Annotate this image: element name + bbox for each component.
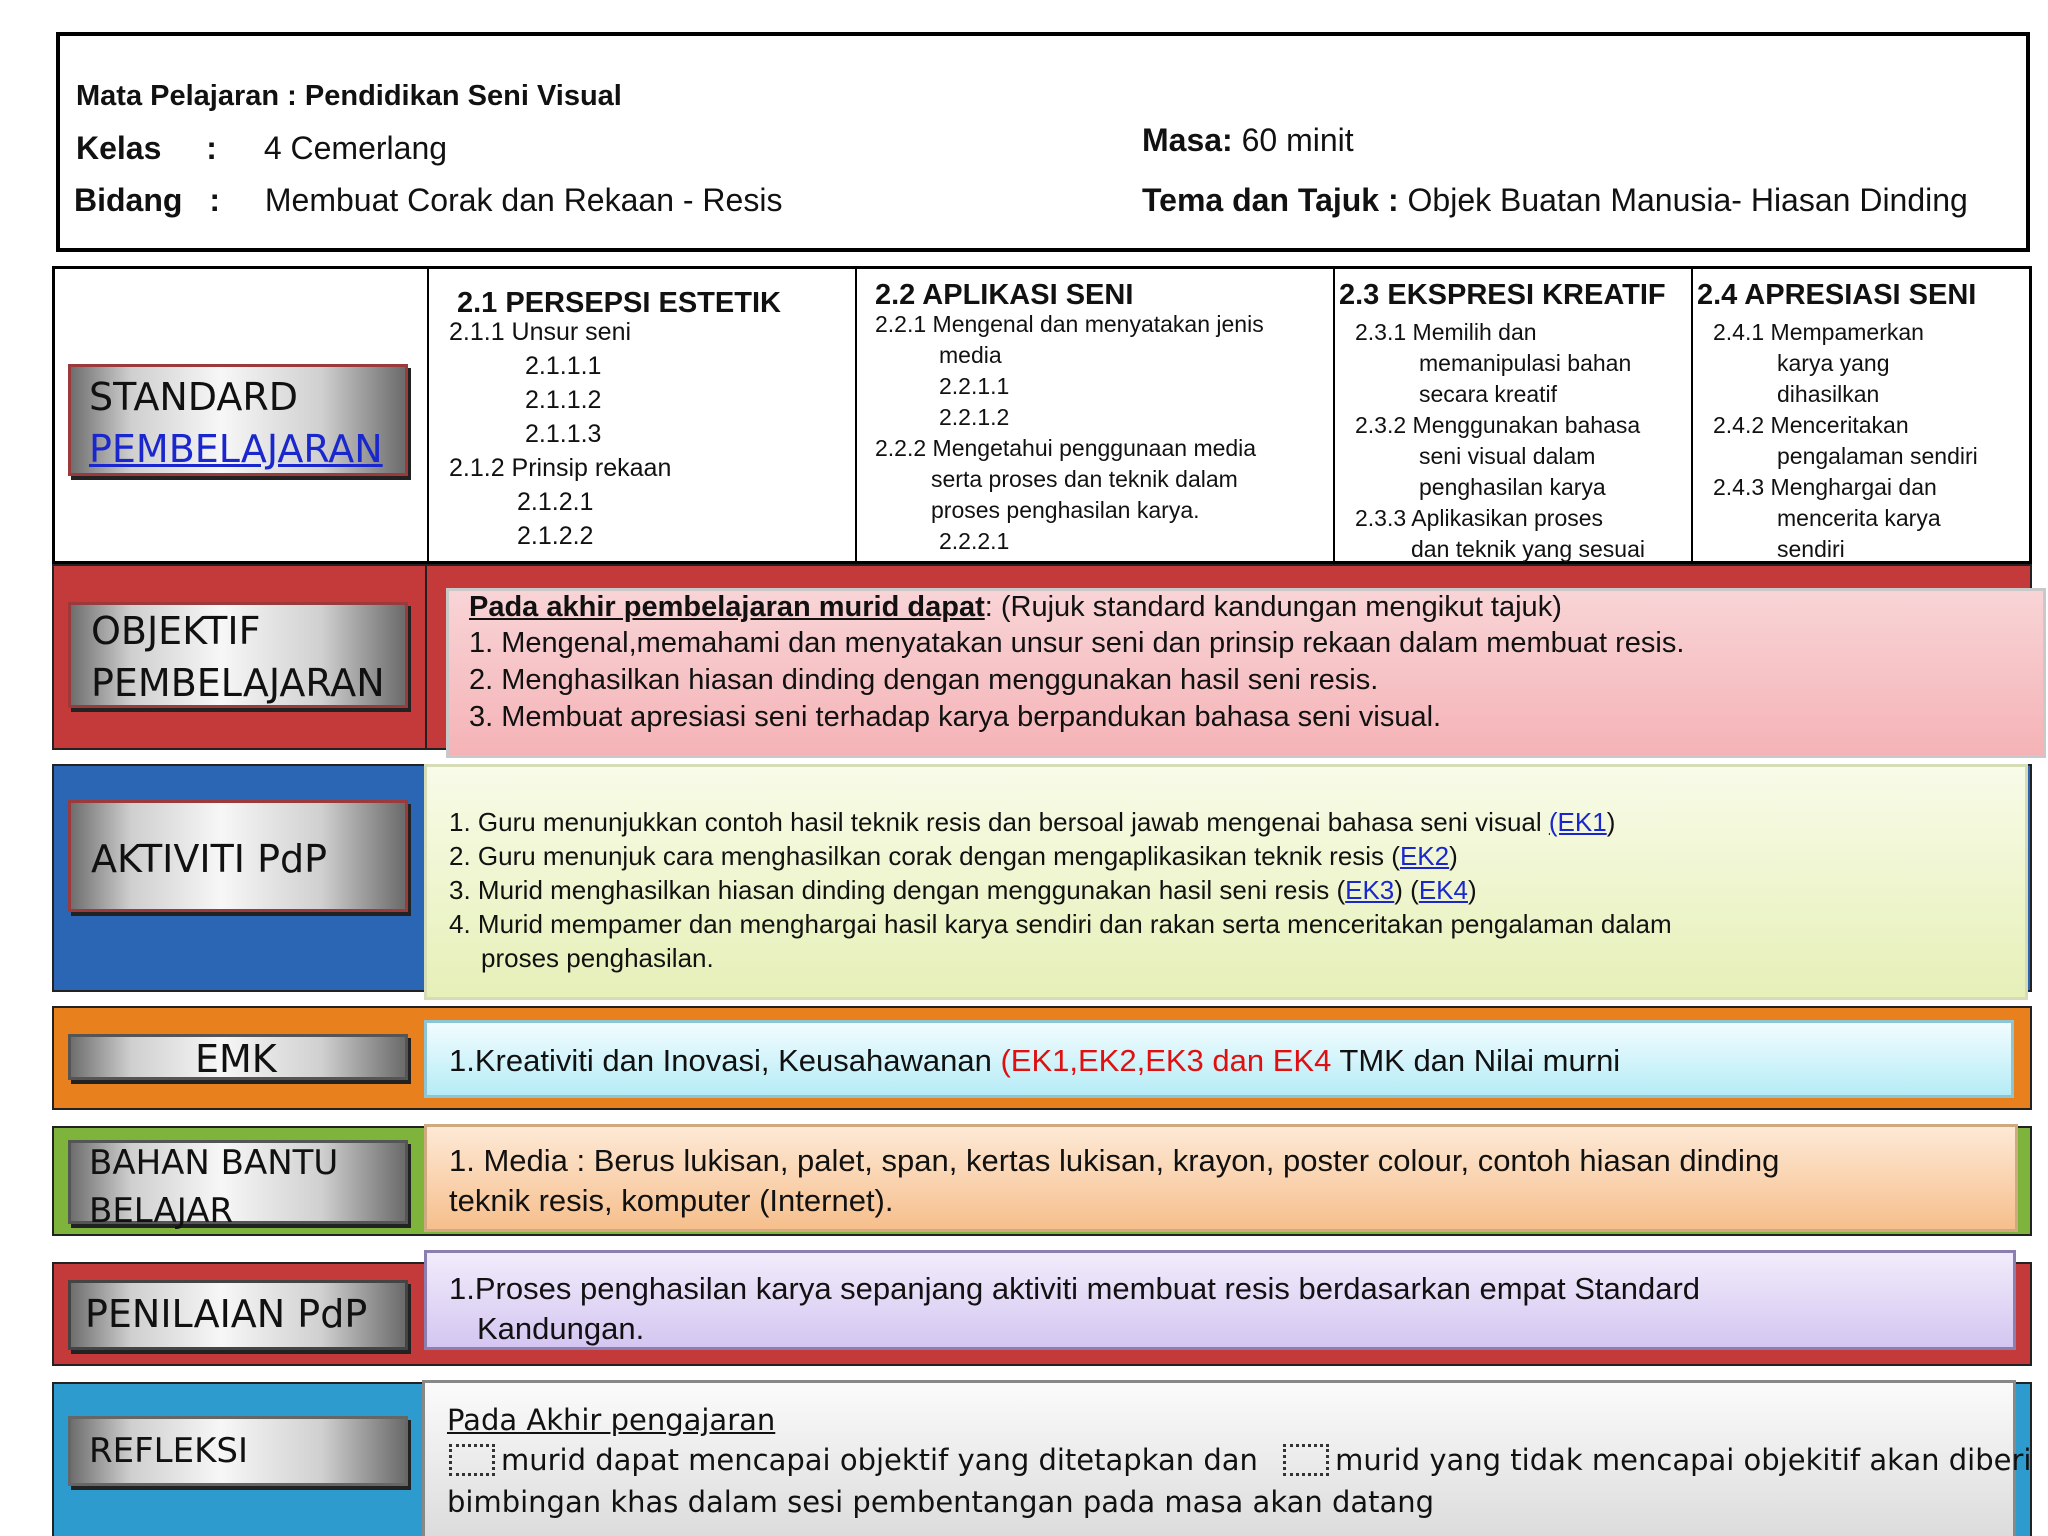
not-achieved-checkbox[interactable] (1283, 1444, 1329, 1476)
col-title: 2.4 APRESIASI SENI (1697, 279, 1977, 311)
col-item: serta proses dan teknik dalam (931, 466, 1238, 492)
aktiviti-item-2-text: 2. Guru menunjuk cara menghasilkan corak dengan mengaplikasikan teknik resis ( (449, 841, 1400, 871)
col-item: 2.1.2 Prinsip rekaan (449, 454, 672, 482)
class-label: Kelas (76, 130, 162, 166)
subject-line (76, 80, 622, 113)
header-box (56, 32, 2030, 252)
col-item: 2.2.1.2 (939, 404, 1010, 430)
standard-label-line2[interactable]: PEMBELAJARAN (89, 427, 383, 471)
col-item: 2.1.1.2 (525, 386, 602, 414)
penilaian-line1: 1.Proses penghasilan karya sepanjang aktiviti membuat resis berdasarkan empat Standard (449, 1271, 1701, 1306)
emk-content-box (424, 1020, 2014, 1098)
aktiviti-item-4: 4. Murid mempamer dan menghargai hasil karya sendiri dan rakan serta menceritakan pengalaman dalam (449, 909, 1672, 939)
aktiviti-item-4-cont: proses penghasilan. (481, 943, 714, 973)
standard-col-persepsi (427, 269, 855, 561)
col-item: media (939, 342, 1002, 368)
col-item: 2.1.1.3 (525, 420, 602, 448)
achieved-checkbox[interactable] (449, 1444, 495, 1476)
objektif-intro (469, 591, 1562, 624)
subject-label: Mata Pelajaran : (76, 80, 297, 112)
standard-col-aplikasi (855, 269, 1333, 561)
col-item: secara kreatif (1419, 381, 1558, 407)
objektif-item: 2. Menghasilkan hiasan dinding dengan menggunakan hasil seni resis. (469, 664, 1379, 696)
ek4-link[interactable]: EK4 (1418, 875, 1468, 905)
class-line (76, 130, 447, 167)
col-item: karya yang (1777, 350, 1890, 376)
col-item: 2.1.2.1 (517, 488, 594, 516)
standard-col-apresiasi (1691, 269, 2029, 561)
aktiviti-item-2 (449, 841, 1458, 872)
col-item: 2.2.2 Mengetahui penggunaan media (875, 435, 1257, 461)
aktiviti-label: AKTIVITI PdP (91, 837, 328, 881)
aktiviti-item-3-end: ) (1467, 875, 1477, 905)
objektif-intro-underlined: Pada akhir pembelajaran murid dapat (469, 591, 985, 623)
objektif-intro-rest: : (Rujuk standard kandungan mengikut tajuk) (984, 591, 1562, 623)
objektif-item: 3. Membuat apresiasi seni terhadap karya berpandukan bahasa seni visual. (469, 701, 1442, 733)
refleksi-text1: murid dapat mencapai objektif yang ditetapkan dan (501, 1443, 1258, 1477)
aktiviti-item-3-text: 3. Murid menghasilkan hiasan dinding dengan menggunakan hasil seni resis ( (449, 875, 1346, 905)
aktiviti-item-1 (449, 807, 1615, 838)
col-item: 2.1.2.2 (517, 522, 594, 550)
col-item: 2.4.1 Mempamerkan (1713, 319, 1924, 345)
col-item: mencerita karya (1777, 505, 1941, 531)
aktiviti-item-3 (449, 875, 1477, 906)
col-title: 2.2 APLIKASI SENI (875, 279, 1134, 311)
objektif-label-line1: OBJEKTIF (91, 609, 261, 653)
ek3-link[interactable]: EK3 (1345, 875, 1395, 905)
refleksi-intro: Pada Akhir pengajaran (447, 1403, 776, 1437)
time-value: 60 minit (1241, 122, 1354, 158)
col-item: pengalaman sendiri (1777, 443, 1978, 469)
col-item: 2.2.1 Mengenal dan menyatakan jenis (875, 311, 1264, 337)
objektif-label-box (68, 602, 408, 708)
field-value: Membuat Corak dan Rekaan - Resis (264, 182, 783, 218)
aktiviti-item-3-mid: ) ( (1394, 875, 1419, 905)
refleksi-content-box (422, 1380, 2032, 1536)
bahan-label-line2: BELAJAR (89, 1191, 234, 1231)
col-item: proses penghasilan karya. (931, 497, 1200, 523)
emk-text-end: TMK dan Nilai murni (1331, 1043, 1621, 1078)
class-value: 4 Cemerlang (263, 130, 448, 166)
penilaian-label-box (68, 1280, 408, 1350)
refleksi-line2: bimbingan khas dalam sesi pembentangan pada masa akan datang (447, 1485, 1435, 1519)
emk-label: EMK (195, 1037, 277, 1081)
objektif-divider (425, 564, 427, 750)
theme-line (1142, 182, 1968, 219)
ek1-link[interactable]: (EK1 (1548, 807, 1607, 837)
col-title: 2.1 PERSEPSI ESTETIK (457, 287, 781, 319)
bahan-line1: 1. Media : Berus lukisan, palet, span, kertas lukisan, krayon, poster colour, contoh hiasan dinding (449, 1143, 1780, 1178)
col-item: 2.3.1 Memilih dan (1355, 319, 1537, 345)
subject-value: Pendidikan Seni Visual (304, 80, 622, 112)
col-item: 2.1.1 Unsur seni (449, 318, 632, 346)
emk-text-start: 1.Kreativiti dan Inovasi, Keusahawanan (449, 1043, 1001, 1078)
emk-text (449, 1043, 1620, 1079)
col-item: 2.4.3 Menghargai dan (1713, 474, 1937, 500)
time-line (1142, 122, 1354, 159)
bahan-line2: teknik resis, komputer (Internet). (449, 1183, 894, 1218)
standard-col-ekspresi (1333, 269, 1691, 561)
objektif-content-box (446, 588, 2046, 758)
aktiviti-item-1-text: 1. Guru menunjukkan contoh hasil teknik resis dan bersoal jawab mengenai bahasa seni visual (449, 807, 1549, 837)
col-item: 2.2.2.1 (939, 528, 1010, 554)
refleksi-label: REFLEKSI (89, 1431, 248, 1471)
aktiviti-label-box (68, 800, 408, 912)
objektif-label-line2: PEMBELAJARAN (91, 661, 385, 705)
bahan-label-line1: BAHAN BANTU (89, 1143, 339, 1183)
col-item: 2.3.2 Menggunakan bahasa (1355, 412, 1641, 438)
theme-label: Tema dan Tajuk : (1142, 182, 1399, 218)
theme-value: Objek Buatan Manusia- Hiasan Dinding (1407, 182, 1968, 218)
refleksi-label-box (68, 1416, 408, 1486)
col-item: 2.2.1.1 (939, 373, 1010, 399)
emk-text-red: (EK1,EK2,EK3 dan EK4 (1000, 1043, 1332, 1078)
ek2-link[interactable]: EK2 (1399, 841, 1450, 871)
col-item: seni visual dalam (1419, 443, 1596, 469)
col-item: 2.1.1.1 (525, 352, 602, 380)
aktiviti-content-box (424, 764, 2028, 1000)
penilaian-label: PENILAIAN PdP (85, 1292, 368, 1336)
col-item: 2.4.2 Menceritakan (1713, 412, 1909, 438)
col-title: 2.3 EKSPRESI KREATIF (1339, 279, 1666, 311)
class-sep: : (206, 130, 217, 166)
refleksi-line1 (439, 1443, 2031, 1480)
col-item: memanipulasi bahan (1419, 350, 1632, 376)
col-item: dihasilkan (1777, 381, 1880, 407)
field-sep: : (209, 182, 220, 218)
field-label: Bidang (74, 182, 183, 218)
standard-label-box (68, 364, 408, 476)
aktiviti-item-2-end: ) (1449, 841, 1458, 871)
time-label: Masa: (1142, 122, 1233, 158)
col-item: penghasilan karya (1419, 474, 1606, 500)
bahan-label-box (68, 1140, 408, 1231)
bahan-content-box (424, 1124, 2018, 1232)
emk-label-box (68, 1034, 408, 1080)
col-item: dan teknik yang sesuai (1411, 536, 1645, 562)
col-item: 2.3.3 Aplikasikan proses (1355, 505, 1604, 531)
objektif-item: 1. Mengenal,memahami dan menyatakan unsur seni dan prinsip rekaan dalam membuat resis. (469, 627, 1685, 659)
penilaian-line2: Kandungan. (477, 1311, 645, 1346)
field-line (74, 182, 782, 219)
standard-label-line1: STANDARD (89, 375, 299, 419)
aktiviti-item-1-end: ) (1606, 807, 1616, 837)
penilaian-content-box (424, 1250, 2016, 1350)
refleksi-text2: murid yang tidak mencapai objekitif akan diberi (1335, 1443, 2032, 1477)
col-item: sendiri (1777, 536, 1845, 562)
